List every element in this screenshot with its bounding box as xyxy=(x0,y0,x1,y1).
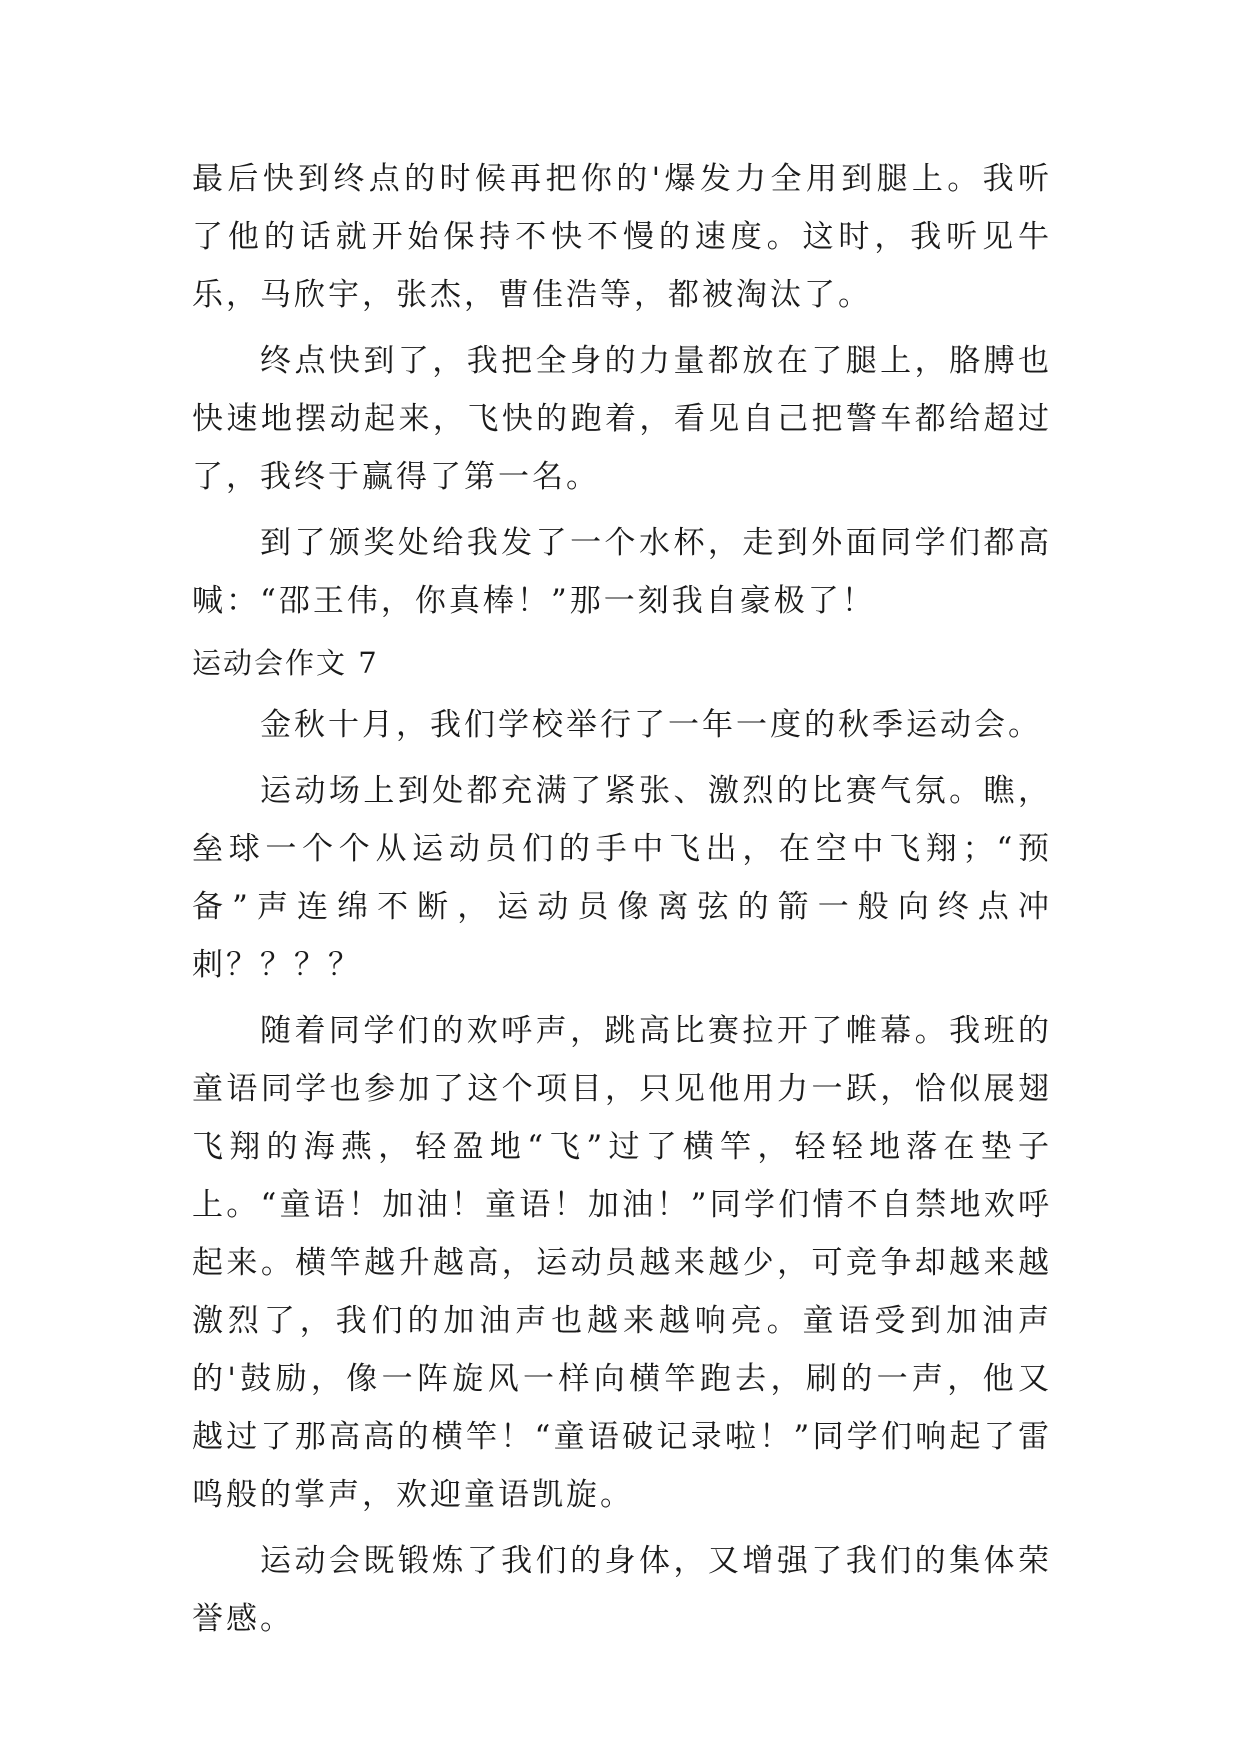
paragraph-conclusion: 运动会既锻炼了我们的身体，又增强了我们的集体荣誉感。 xyxy=(192,1543,1052,1637)
paragraph-intro: 金秋十月，我们学校举行了一年一度的秋季运动会。 xyxy=(260,707,1042,743)
paragraph-atmosphere: 运动场上到处都充满了紧张、激烈的比赛气氛。瞧，垒球一个个从运动员们的手中飞出，在空中飞翔；“预备”声连绵不断，运动员像离弦的箭一般向终点冲刺？？？？ xyxy=(192,773,1052,983)
paragraph-award: 到了颁奖处给我发了一个水杯，走到外面同学们都高喊：“邵王伟，你真棒！”那一刻我自豪极了！ xyxy=(192,525,1052,619)
section-title: 运动会作文 7 xyxy=(192,646,379,680)
document-body xyxy=(192,150,1052,1656)
paragraph-finish: 终点快到了，我把全身的力量都放在了腿上，胳膊也快速地摆动起来，飞快的跑着，看见自己把警车都给超过了，我终于赢得了第一名。 xyxy=(192,343,1052,495)
paragraph-continuation: 最后快到终点的时候再把你的'爆发力全用到腿上。我听了他的话就开始保持不快不慢的速度。这时，我听见牛乐，马欣宇，张杰，曹佳浩等，都被淘汰了。 xyxy=(192,161,1052,313)
paragraph-high-jump: 随着同学们的欢呼声，跳高比赛拉开了帷幕。我班的童语同学也参加了这个项目，只见他用力一跃，恰似展翅飞翔的海燕，轻盈地“飞”过了横竿，轻轻地落在垫子上。“童语！加油！童语！加油！”同学们情不自禁地欢呼起来。横竿越升越高，运动员越来越少，可竞争却越来越激烈了，我们的加油声也越来越响亮。童语受到加油声的'鼓励，像一阵旋风一样向横竿跑去，刷的一声，他又越过了那高高的横竿！“童语破记录啦！”同学们响起了雷鸣般的掌声，欢迎童语凯旋。 xyxy=(192,1013,1052,1513)
